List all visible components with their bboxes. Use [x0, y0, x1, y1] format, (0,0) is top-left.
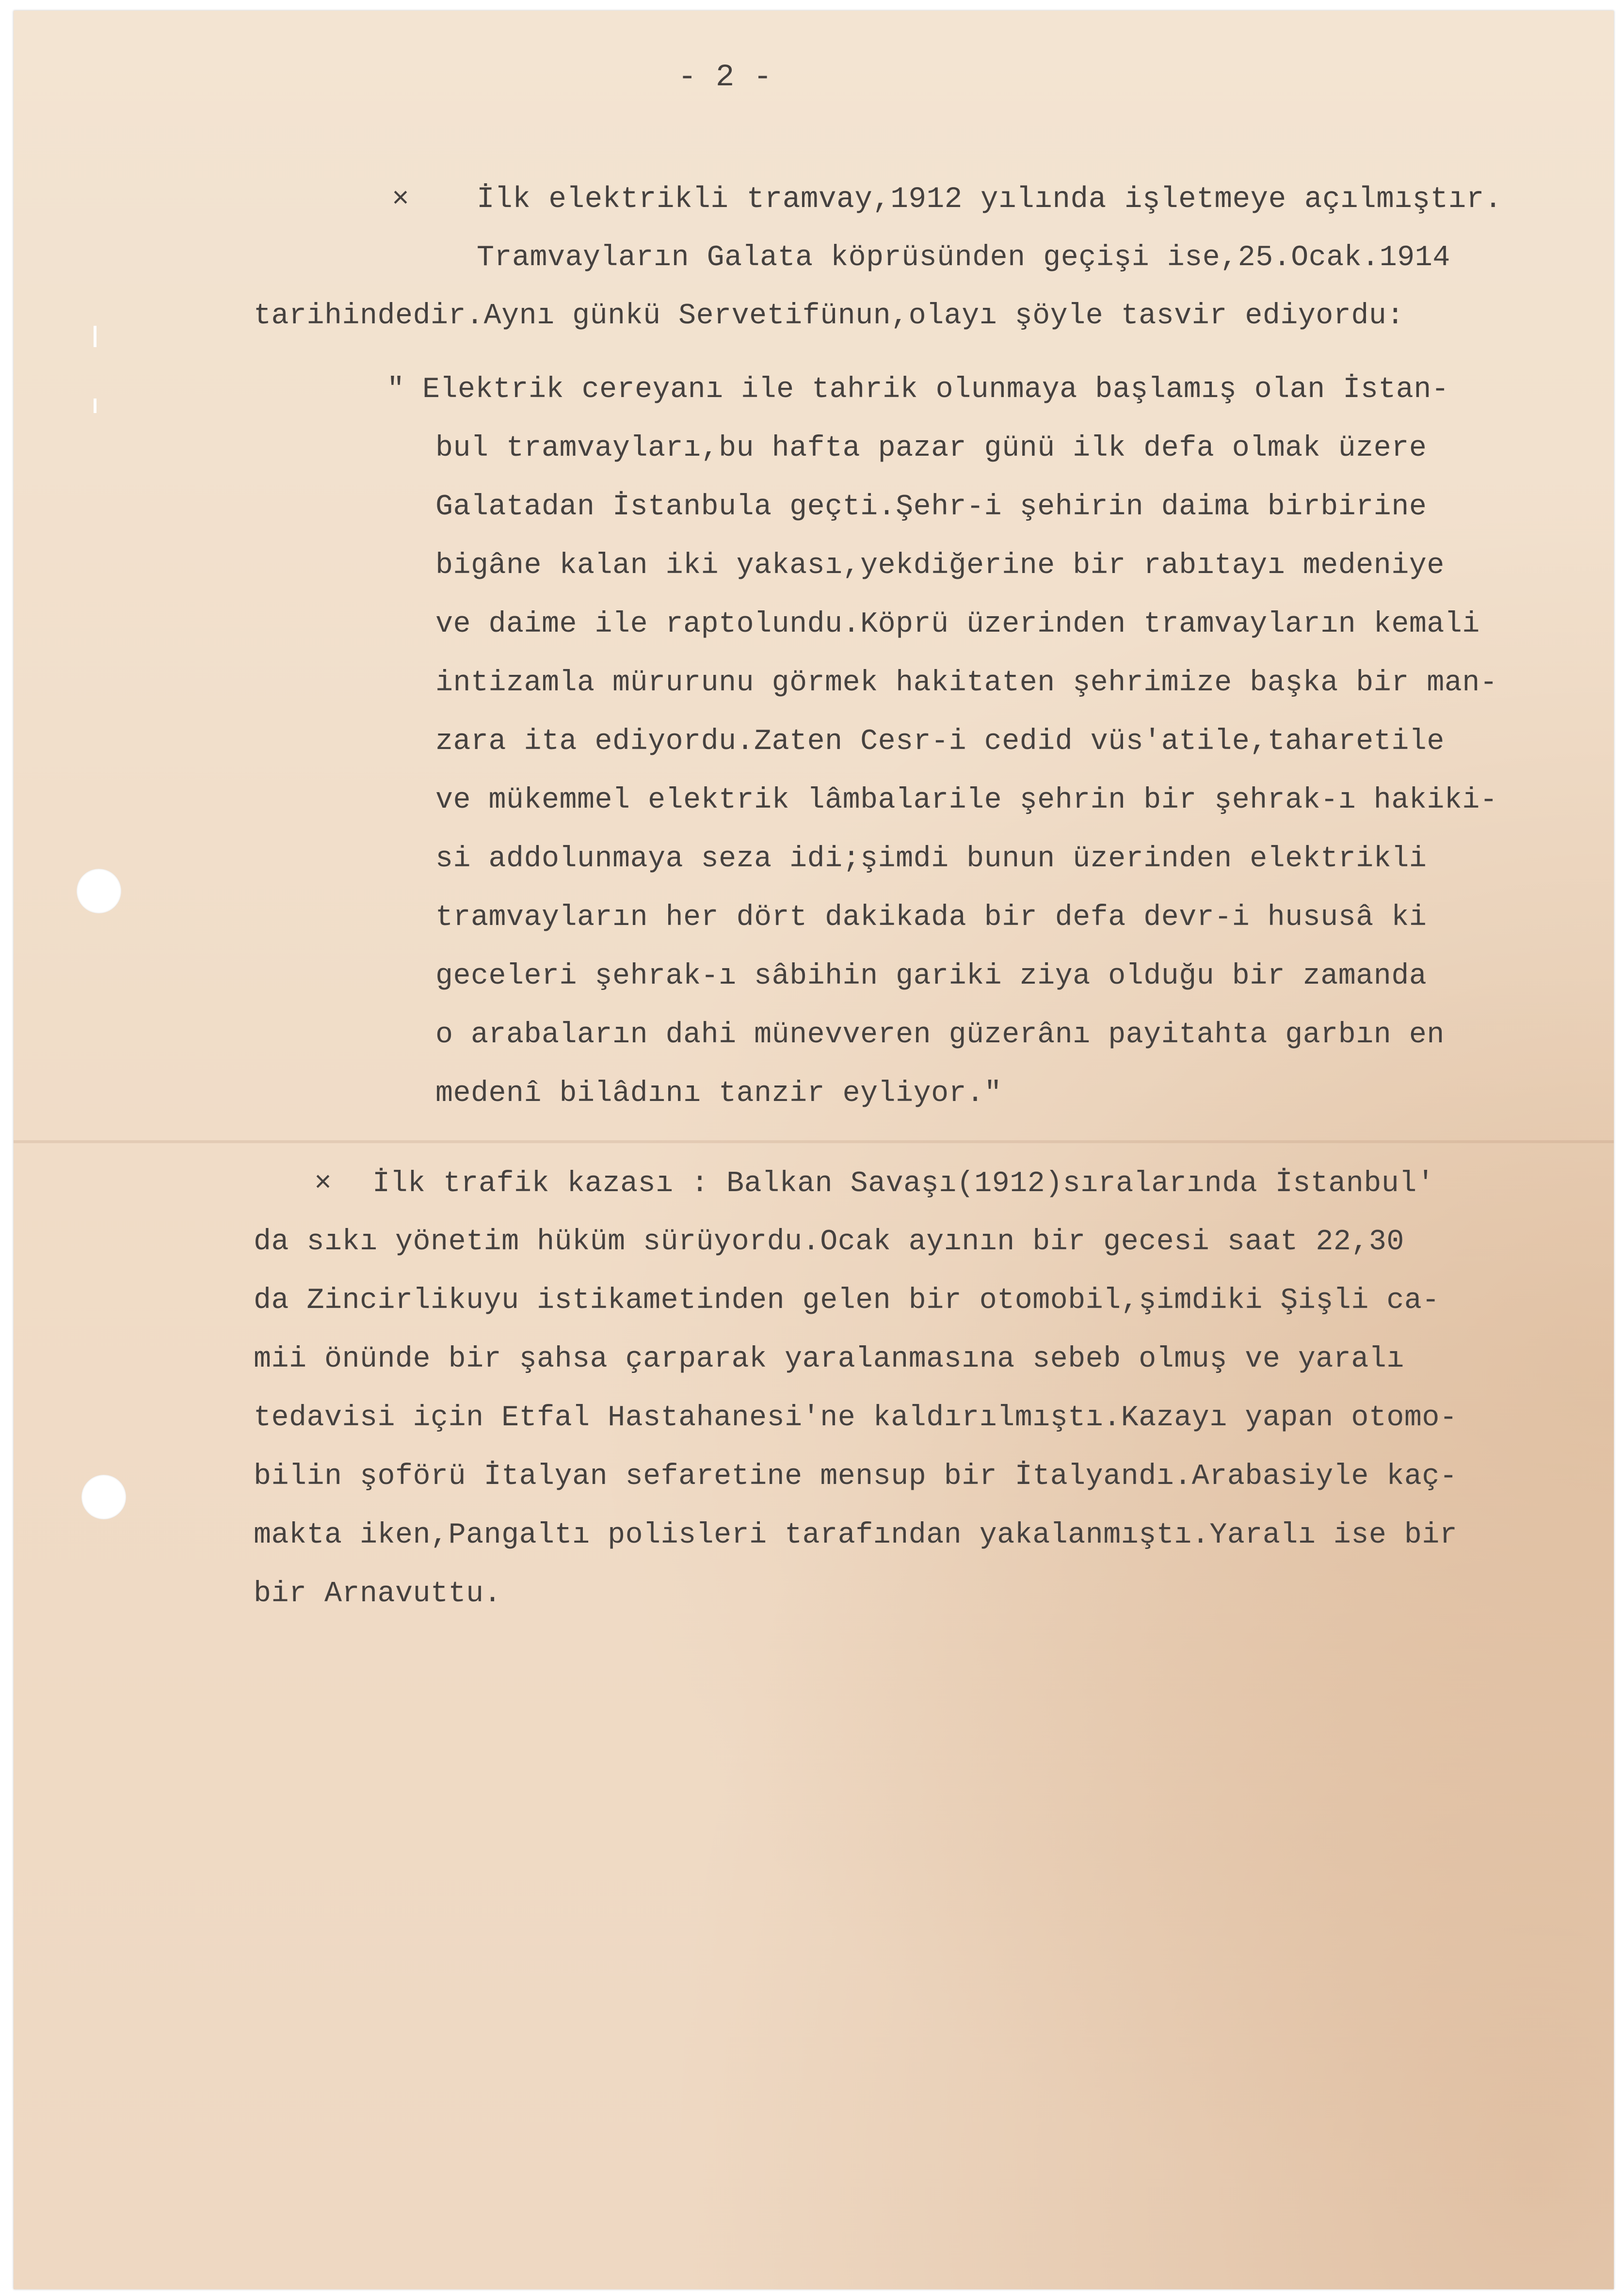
accident-line-4: mii önünde bir şahsa çarparak yaralanmasına sebeb olmuş ve yaralı	[254, 1343, 1404, 1376]
accident-line-6: bilin şoförü İtalyan sefaretine mensup bir İtalyandı.Arabasiyle kaç-	[254, 1460, 1458, 1493]
accident-line-8: bir Arnavuttu.	[254, 1578, 502, 1610]
margin-mark	[94, 326, 96, 347]
quote-line-5: ve daime ile raptolundu.Köprü üzerinden tramvayların kemali	[435, 608, 1480, 641]
tramway-line-1: İlk elektrikli tramvay,1912 yılında işletmeye açılmıştır.	[477, 183, 1503, 216]
accident-line-7: makta iken,Pangaltı polisleri tarafından yakalanmıştı.Yaralı ise bir	[254, 1519, 1458, 1552]
quote-line-1: " Elektrik cereyanı ile tahrik olunmaya başlamış olan İstan-	[387, 373, 1449, 406]
bullet-mark: ×	[392, 183, 410, 216]
quote-line-8: ve mükemmel elektrik lâmbalarile şehrin bir şehrak-ı hakiki-	[435, 784, 1498, 817]
accident-line-2: da sıkı yönetim hüküm sürüyordu.Ocak ayının bir gecesi saat 22,30	[254, 1226, 1404, 1259]
punch-hole	[77, 869, 121, 913]
document-page	[14, 11, 1614, 2289]
quote-line-13: medenî bilâdını tanzir eyliyor."	[435, 1077, 1002, 1110]
quote-line-6: intizamla mürurunu görmek hakitaten şehrimize başka bir man-	[435, 667, 1498, 700]
quote-line-4: bigâne kalan iki yakası,yekdiğerine bir rabıtayı medeniye	[435, 549, 1445, 582]
fold-crease	[14, 1140, 1614, 1143]
margin-mark	[94, 399, 96, 413]
accident-line-5: tedavisi için Etfal Hastahanesi'ne kaldırılmıştı.Kazayı yapan otomo-	[254, 1402, 1458, 1435]
quote-block	[387, 361, 1497, 1123]
quote-line-12: o arabaların dahi münevveren güzerânı payitahta garbın en	[435, 1019, 1445, 1052]
bullet-mark: ×	[314, 1167, 332, 1200]
tramway-line-2: Tramvayların Galata köprüsünden geçişi ise,25.Ocak.1914	[477, 241, 1450, 274]
quote-line-7: zara ita ediyordu.Zaten Cesr-i cedid vüs'atile,taharetile	[435, 725, 1445, 758]
page-number: - 2 -	[678, 60, 772, 95]
punch-hole	[81, 1475, 126, 1519]
accident-line-3: da Zincirlikuyu istikametinden gelen bir otomobil,şimdiki Şişli ca-	[254, 1284, 1440, 1317]
tramway-line-3: tarihindedir.Aynı günkü Servetifünun,olayı şöyle tasvir ediyordu:	[254, 300, 1404, 333]
quote-line-9: si addolunmaya seza idi;şimdi bunun üzerinden elektrikli	[435, 843, 1427, 876]
quote-line-2: bul tramvayları,bu hafta pazar günü ilk defa olmak üzere	[435, 432, 1427, 465]
quote-line-11: geceleri şehrak-ı sâbihin gariki ziya olduğu bir zamanda	[435, 960, 1427, 993]
accident-body	[254, 1213, 1457, 1624]
accident-line-1: İlk trafik kazası : Balkan Savaşı(1912)sıralarında İstanbul'	[372, 1167, 1435, 1200]
quote-line-3: Galatadan İstanbula geçti.Şehr-i şehirin daima birbirine	[435, 491, 1427, 524]
quote-line-10: tramvayların her dört dakikada bir defa devr-i hususâ ki	[435, 901, 1427, 934]
